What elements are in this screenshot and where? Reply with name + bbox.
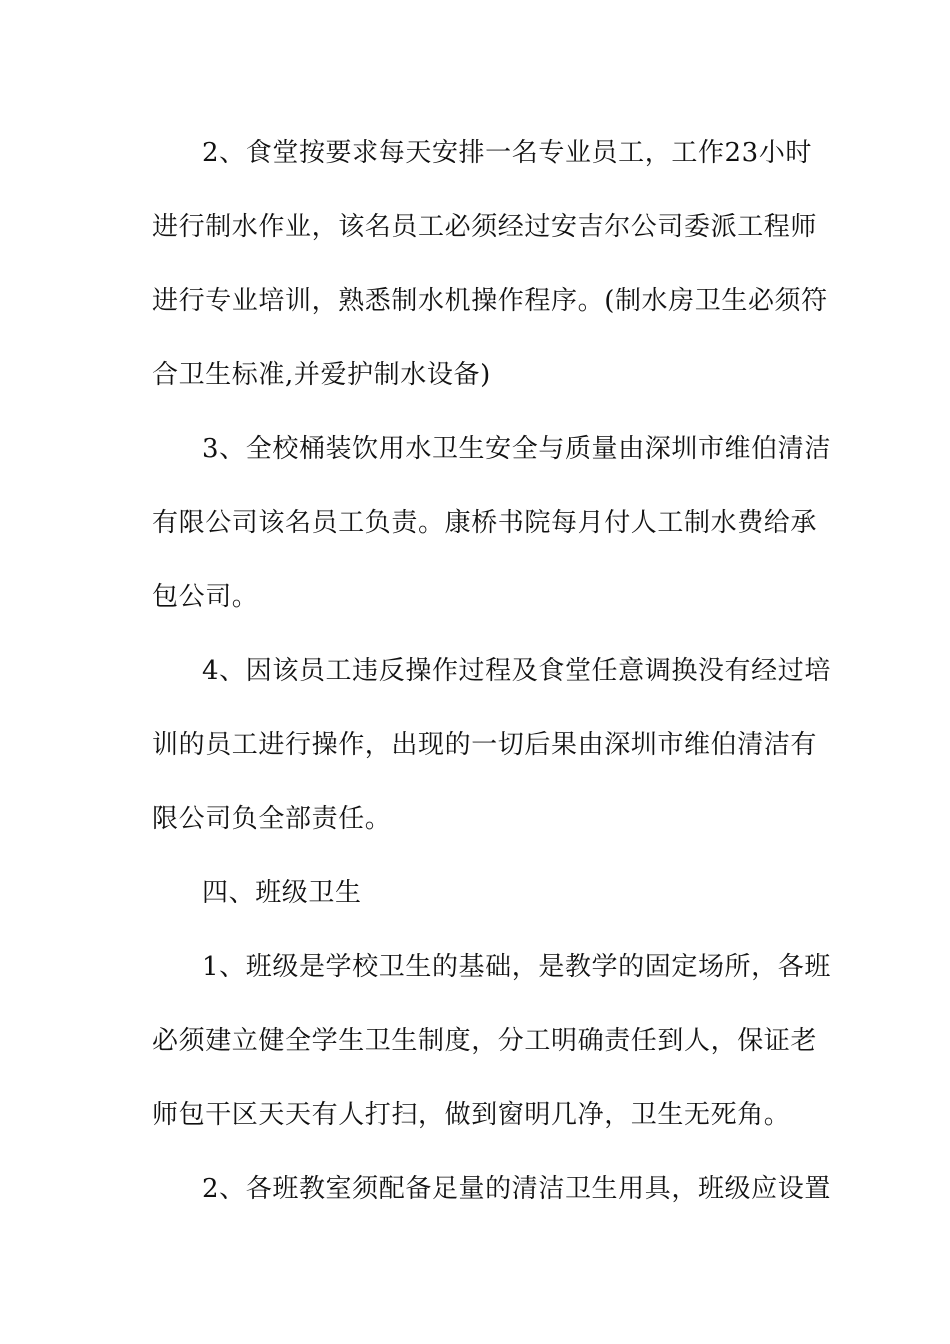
text-line: 4、因该员工违反操作过程及食堂任意调换没有经过培 [202, 656, 831, 686]
section-heading: 四、班级卫生 [202, 878, 362, 908]
text-line: 2、各班教室须配备足量的清洁卫生用具，班级应设置 [202, 1174, 831, 1204]
text-line: 1、班级是学校卫生的基础，是教学的固定场所，各班 [202, 952, 831, 982]
text-line: 训的员工进行操作，出现的一切后果由深圳市维伯清洁有 [152, 730, 818, 760]
text-line: 有限公司该名员工负责。康桥书院每月付人工制水费给承 [152, 508, 818, 538]
text-line: 合卫生标准,并爱护制水设备) [152, 360, 491, 390]
text-line: 进行制水作业，该名员工必须经过安吉尔公司委派工程师 [152, 212, 818, 242]
text-line: 包公司。 [152, 582, 259, 612]
text-line: 进行专业培训，熟悉制水机操作程序。(制水房卫生必须符 [152, 286, 828, 316]
text-line: 师包干区天天有人打扫，做到窗明几净，卫生无死角。 [152, 1100, 791, 1130]
text-line: 必须建立健全学生卫生制度，分工明确责任到人，保证老 [152, 1026, 818, 1056]
text-line: 2、食堂按要求每天安排一名专业员工，工作23小时 [202, 138, 813, 168]
text-line: 限公司负全部责任。 [152, 804, 392, 834]
text-line: 3、全校桶装饮用水卫生安全与质量由深圳市维伯清洁 [202, 434, 831, 464]
